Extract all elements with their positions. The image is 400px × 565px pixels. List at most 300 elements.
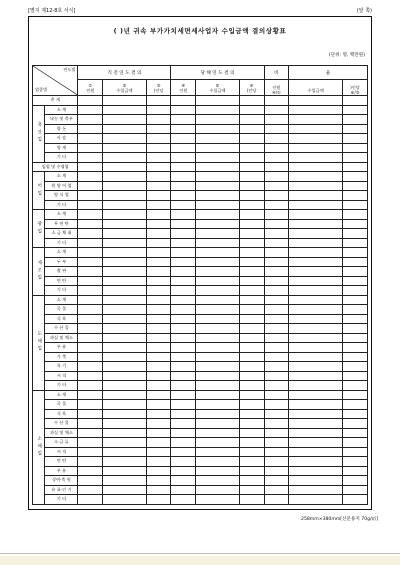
value-cell[interactable]: [343, 134, 368, 144]
value-cell[interactable]: [171, 333, 196, 343]
value-cell[interactable]: [103, 495, 146, 505]
value-cell[interactable]: [239, 162, 264, 172]
value-cell[interactable]: [171, 362, 196, 372]
value-cell[interactable]: [289, 371, 343, 381]
value-cell[interactable]: [239, 238, 264, 248]
value-cell[interactable]: [171, 324, 196, 334]
value-cell[interactable]: [146, 276, 171, 286]
value-cell[interactable]: [103, 485, 146, 495]
value-cell[interactable]: [146, 324, 171, 334]
value-cell[interactable]: [196, 314, 239, 324]
value-cell[interactable]: [171, 428, 196, 438]
value-cell[interactable]: [146, 428, 171, 438]
value-cell[interactable]: [264, 257, 289, 267]
value-cell[interactable]: [289, 447, 343, 457]
value-cell[interactable]: [196, 476, 239, 486]
value-cell[interactable]: [103, 267, 146, 277]
value-cell[interactable]: [289, 362, 343, 372]
value-cell[interactable]: [171, 390, 196, 400]
value-cell[interactable]: [196, 438, 239, 448]
value-cell[interactable]: [343, 191, 368, 201]
value-cell[interactable]: [171, 219, 196, 229]
value-cell[interactable]: [171, 143, 196, 153]
value-cell[interactable]: [343, 115, 368, 125]
value-cell[interactable]: [146, 295, 171, 305]
value-cell[interactable]: [103, 295, 146, 305]
value-cell[interactable]: [78, 181, 103, 191]
value-cell[interactable]: [171, 238, 196, 248]
value-cell[interactable]: [343, 314, 368, 324]
value-cell[interactable]: [103, 381, 146, 391]
value-cell[interactable]: [196, 286, 239, 296]
value-cell[interactable]: [171, 466, 196, 476]
value-cell[interactable]: [146, 115, 171, 125]
value-cell[interactable]: [343, 476, 368, 486]
value-cell[interactable]: [289, 343, 343, 353]
value-cell[interactable]: [103, 96, 146, 106]
value-cell[interactable]: [343, 229, 368, 239]
value-cell[interactable]: [103, 409, 146, 419]
value-cell[interactable]: [146, 476, 171, 486]
value-cell[interactable]: [264, 134, 289, 144]
value-cell[interactable]: [343, 447, 368, 457]
value-cell[interactable]: [289, 476, 343, 486]
value-cell[interactable]: [78, 362, 103, 372]
value-cell[interactable]: [171, 248, 196, 258]
value-cell[interactable]: [264, 352, 289, 362]
value-cell[interactable]: [78, 485, 103, 495]
value-cell[interactable]: [171, 409, 196, 419]
value-cell[interactable]: [103, 305, 146, 315]
value-cell[interactable]: [343, 409, 368, 419]
value-cell[interactable]: [196, 200, 239, 210]
value-cell[interactable]: [239, 428, 264, 438]
value-cell[interactable]: [103, 200, 146, 210]
value-cell[interactable]: [103, 153, 146, 163]
value-cell[interactable]: [196, 181, 239, 191]
value-cell[interactable]: [343, 172, 368, 182]
value-cell[interactable]: [171, 105, 196, 115]
value-cell[interactable]: [343, 153, 368, 163]
value-cell[interactable]: [103, 115, 146, 125]
value-cell[interactable]: [103, 248, 146, 258]
value-cell[interactable]: [196, 276, 239, 286]
value-cell[interactable]: [264, 276, 289, 286]
value-cell[interactable]: [78, 134, 103, 144]
value-cell[interactable]: [103, 238, 146, 248]
value-cell[interactable]: [146, 485, 171, 495]
value-cell[interactable]: [103, 447, 146, 457]
value-cell[interactable]: [239, 286, 264, 296]
value-cell[interactable]: [239, 390, 264, 400]
value-cell[interactable]: [264, 153, 289, 163]
value-cell[interactable]: [196, 466, 239, 476]
value-cell[interactable]: [343, 400, 368, 410]
value-cell[interactable]: [343, 381, 368, 391]
value-cell[interactable]: [103, 324, 146, 334]
value-cell[interactable]: [289, 286, 343, 296]
value-cell[interactable]: [78, 143, 103, 153]
value-cell[interactable]: [196, 352, 239, 362]
value-cell[interactable]: [343, 305, 368, 315]
value-cell[interactable]: [103, 162, 146, 172]
value-cell[interactable]: [103, 286, 146, 296]
value-cell[interactable]: [289, 419, 343, 429]
value-cell[interactable]: [343, 162, 368, 172]
value-cell[interactable]: [171, 457, 196, 467]
value-cell[interactable]: [196, 257, 239, 267]
value-cell[interactable]: [78, 305, 103, 315]
value-cell[interactable]: [171, 314, 196, 324]
value-cell[interactable]: [146, 96, 171, 106]
value-cell[interactable]: [196, 115, 239, 125]
value-cell[interactable]: [239, 134, 264, 144]
value-cell[interactable]: [264, 400, 289, 410]
value-cell[interactable]: [78, 390, 103, 400]
value-cell[interactable]: [264, 324, 289, 334]
value-cell[interactable]: [171, 267, 196, 277]
value-cell[interactable]: [146, 229, 171, 239]
value-cell[interactable]: [239, 419, 264, 429]
value-cell[interactable]: [239, 105, 264, 115]
value-cell[interactable]: [78, 419, 103, 429]
value-cell[interactable]: [264, 181, 289, 191]
value-cell[interactable]: [171, 229, 196, 239]
value-cell[interactable]: [78, 210, 103, 220]
value-cell[interactable]: [196, 485, 239, 495]
value-cell[interactable]: [343, 295, 368, 305]
value-cell[interactable]: [146, 162, 171, 172]
value-cell[interactable]: [289, 390, 343, 400]
value-cell[interactable]: [196, 333, 239, 343]
value-cell[interactable]: [239, 476, 264, 486]
value-cell[interactable]: [264, 143, 289, 153]
value-cell[interactable]: [343, 485, 368, 495]
value-cell[interactable]: [171, 419, 196, 429]
value-cell[interactable]: [171, 495, 196, 505]
value-cell[interactable]: [264, 419, 289, 429]
value-cell[interactable]: [171, 96, 196, 106]
value-cell[interactable]: [146, 134, 171, 144]
value-cell[interactable]: [146, 371, 171, 381]
value-cell[interactable]: [239, 343, 264, 353]
value-cell[interactable]: [146, 305, 171, 315]
value-cell[interactable]: [289, 438, 343, 448]
value-cell[interactable]: [264, 362, 289, 372]
value-cell[interactable]: [78, 172, 103, 182]
value-cell[interactable]: [289, 238, 343, 248]
value-cell[interactable]: [78, 267, 103, 277]
value-cell[interactable]: [196, 428, 239, 438]
value-cell[interactable]: [343, 248, 368, 258]
value-cell[interactable]: [289, 400, 343, 410]
value-cell[interactable]: [196, 295, 239, 305]
value-cell[interactable]: [343, 143, 368, 153]
value-cell[interactable]: [146, 352, 171, 362]
value-cell[interactable]: [78, 124, 103, 134]
value-cell[interactable]: [343, 219, 368, 229]
value-cell[interactable]: [196, 143, 239, 153]
value-cell[interactable]: [289, 295, 343, 305]
value-cell[interactable]: [289, 124, 343, 134]
value-cell[interactable]: [264, 267, 289, 277]
value-cell[interactable]: [196, 134, 239, 144]
value-cell[interactable]: [196, 390, 239, 400]
value-cell[interactable]: [78, 371, 103, 381]
value-cell[interactable]: [171, 447, 196, 457]
value-cell[interactable]: [78, 238, 103, 248]
value-cell[interactable]: [289, 485, 343, 495]
value-cell[interactable]: [289, 162, 343, 172]
value-cell[interactable]: [78, 257, 103, 267]
value-cell[interactable]: [146, 124, 171, 134]
value-cell[interactable]: [171, 124, 196, 134]
value-cell[interactable]: [289, 495, 343, 505]
value-cell[interactable]: [146, 200, 171, 210]
value-cell[interactable]: [171, 343, 196, 353]
value-cell[interactable]: [146, 362, 171, 372]
value-cell[interactable]: [103, 172, 146, 182]
value-cell[interactable]: [196, 162, 239, 172]
value-cell[interactable]: [196, 96, 239, 106]
value-cell[interactable]: [146, 419, 171, 429]
value-cell[interactable]: [239, 333, 264, 343]
value-cell[interactable]: [171, 115, 196, 125]
value-cell[interactable]: [196, 447, 239, 457]
value-cell[interactable]: [239, 210, 264, 220]
value-cell[interactable]: [196, 238, 239, 248]
value-cell[interactable]: [103, 314, 146, 324]
value-cell[interactable]: [146, 248, 171, 258]
value-cell[interactable]: [289, 457, 343, 467]
value-cell[interactable]: [78, 466, 103, 476]
value-cell[interactable]: [239, 371, 264, 381]
value-cell[interactable]: [343, 466, 368, 476]
value-cell[interactable]: [264, 305, 289, 315]
value-cell[interactable]: [196, 305, 239, 315]
value-cell[interactable]: [146, 390, 171, 400]
value-cell[interactable]: [103, 219, 146, 229]
value-cell[interactable]: [146, 219, 171, 229]
value-cell[interactable]: [239, 305, 264, 315]
value-cell[interactable]: [264, 343, 289, 353]
value-cell[interactable]: [239, 172, 264, 182]
value-cell[interactable]: [289, 219, 343, 229]
value-cell[interactable]: [239, 457, 264, 467]
value-cell[interactable]: [264, 124, 289, 134]
value-cell[interactable]: [343, 333, 368, 343]
value-cell[interactable]: [103, 390, 146, 400]
value-cell[interactable]: [103, 352, 146, 362]
value-cell[interactable]: [78, 324, 103, 334]
value-cell[interactable]: [146, 238, 171, 248]
value-cell[interactable]: [78, 314, 103, 324]
value-cell[interactable]: [196, 219, 239, 229]
value-cell[interactable]: [171, 162, 196, 172]
value-cell[interactable]: [239, 466, 264, 476]
value-cell[interactable]: [239, 362, 264, 372]
value-cell[interactable]: [239, 314, 264, 324]
value-cell[interactable]: [239, 248, 264, 258]
value-cell[interactable]: [289, 333, 343, 343]
value-cell[interactable]: [343, 362, 368, 372]
value-cell[interactable]: [289, 314, 343, 324]
value-cell[interactable]: [103, 105, 146, 115]
value-cell[interactable]: [289, 381, 343, 391]
value-cell[interactable]: [78, 229, 103, 239]
value-cell[interactable]: [264, 191, 289, 201]
value-cell[interactable]: [239, 153, 264, 163]
value-cell[interactable]: [289, 466, 343, 476]
value-cell[interactable]: [264, 286, 289, 296]
value-cell[interactable]: [289, 324, 343, 334]
value-cell[interactable]: [78, 153, 103, 163]
value-cell[interactable]: [264, 219, 289, 229]
value-cell[interactable]: [239, 495, 264, 505]
value-cell[interactable]: [103, 419, 146, 429]
value-cell[interactable]: [289, 409, 343, 419]
value-cell[interactable]: [239, 219, 264, 229]
value-cell[interactable]: [264, 466, 289, 476]
value-cell[interactable]: [196, 191, 239, 201]
value-cell[interactable]: [289, 134, 343, 144]
value-cell[interactable]: [78, 409, 103, 419]
value-cell[interactable]: [343, 371, 368, 381]
value-cell[interactable]: [78, 105, 103, 115]
value-cell[interactable]: [171, 381, 196, 391]
value-cell[interactable]: [196, 400, 239, 410]
value-cell[interactable]: [343, 419, 368, 429]
value-cell[interactable]: [264, 409, 289, 419]
value-cell[interactable]: [103, 466, 146, 476]
value-cell[interactable]: [264, 390, 289, 400]
value-cell[interactable]: [289, 96, 343, 106]
value-cell[interactable]: [78, 286, 103, 296]
value-cell[interactable]: [289, 172, 343, 182]
value-cell[interactable]: [196, 267, 239, 277]
value-cell[interactable]: [289, 181, 343, 191]
value-cell[interactable]: [239, 115, 264, 125]
value-cell[interactable]: [196, 324, 239, 334]
value-cell[interactable]: [343, 267, 368, 277]
value-cell[interactable]: [239, 409, 264, 419]
value-cell[interactable]: [171, 257, 196, 267]
value-cell[interactable]: [146, 400, 171, 410]
value-cell[interactable]: [196, 248, 239, 258]
value-cell[interactable]: [171, 476, 196, 486]
value-cell[interactable]: [146, 172, 171, 182]
value-cell[interactable]: [103, 333, 146, 343]
value-cell[interactable]: [103, 371, 146, 381]
value-cell[interactable]: [78, 248, 103, 258]
value-cell[interactable]: [289, 267, 343, 277]
value-cell[interactable]: [264, 162, 289, 172]
value-cell[interactable]: [146, 495, 171, 505]
value-cell[interactable]: [289, 305, 343, 315]
value-cell[interactable]: [103, 229, 146, 239]
value-cell[interactable]: [78, 191, 103, 201]
value-cell[interactable]: [264, 457, 289, 467]
value-cell[interactable]: [78, 476, 103, 486]
value-cell[interactable]: [264, 485, 289, 495]
value-cell[interactable]: [239, 124, 264, 134]
value-cell[interactable]: [239, 257, 264, 267]
value-cell[interactable]: [78, 438, 103, 448]
value-cell[interactable]: [103, 438, 146, 448]
value-cell[interactable]: [289, 143, 343, 153]
value-cell[interactable]: [239, 324, 264, 334]
value-cell[interactable]: [196, 457, 239, 467]
value-cell[interactable]: [196, 172, 239, 182]
value-cell[interactable]: [171, 153, 196, 163]
value-cell[interactable]: [196, 124, 239, 134]
value-cell[interactable]: [103, 181, 146, 191]
value-cell[interactable]: [103, 400, 146, 410]
value-cell[interactable]: [146, 381, 171, 391]
value-cell[interactable]: [239, 276, 264, 286]
value-cell[interactable]: [146, 314, 171, 324]
value-cell[interactable]: [103, 343, 146, 353]
value-cell[interactable]: [103, 191, 146, 201]
value-cell[interactable]: [343, 124, 368, 134]
value-cell[interactable]: [239, 267, 264, 277]
value-cell[interactable]: [103, 124, 146, 134]
value-cell[interactable]: [264, 371, 289, 381]
value-cell[interactable]: [239, 447, 264, 457]
value-cell[interactable]: [343, 105, 368, 115]
value-cell[interactable]: [264, 476, 289, 486]
value-cell[interactable]: [78, 276, 103, 286]
value-cell[interactable]: [103, 476, 146, 486]
value-cell[interactable]: [78, 352, 103, 362]
value-cell[interactable]: [103, 276, 146, 286]
value-cell[interactable]: [146, 447, 171, 457]
value-cell[interactable]: [264, 428, 289, 438]
value-cell[interactable]: [239, 143, 264, 153]
value-cell[interactable]: [171, 400, 196, 410]
value-cell[interactable]: [196, 153, 239, 163]
value-cell[interactable]: [264, 105, 289, 115]
value-cell[interactable]: [343, 438, 368, 448]
value-cell[interactable]: [196, 381, 239, 391]
value-cell[interactable]: [239, 181, 264, 191]
value-cell[interactable]: [343, 238, 368, 248]
value-cell[interactable]: [343, 286, 368, 296]
value-cell[interactable]: [239, 485, 264, 495]
value-cell[interactable]: [171, 305, 196, 315]
value-cell[interactable]: [239, 438, 264, 448]
value-cell[interactable]: [196, 362, 239, 372]
value-cell[interactable]: [196, 105, 239, 115]
value-cell[interactable]: [289, 352, 343, 362]
value-cell[interactable]: [146, 181, 171, 191]
value-cell[interactable]: [103, 210, 146, 220]
value-cell[interactable]: [264, 115, 289, 125]
value-cell[interactable]: [196, 229, 239, 239]
value-cell[interactable]: [78, 343, 103, 353]
value-cell[interactable]: [289, 105, 343, 115]
value-cell[interactable]: [343, 257, 368, 267]
value-cell[interactable]: [264, 495, 289, 505]
value-cell[interactable]: [289, 115, 343, 125]
value-cell[interactable]: [239, 400, 264, 410]
value-cell[interactable]: [196, 495, 239, 505]
value-cell[interactable]: [196, 409, 239, 419]
value-cell[interactable]: [78, 96, 103, 106]
value-cell[interactable]: [146, 210, 171, 220]
value-cell[interactable]: [264, 210, 289, 220]
value-cell[interactable]: [171, 134, 196, 144]
